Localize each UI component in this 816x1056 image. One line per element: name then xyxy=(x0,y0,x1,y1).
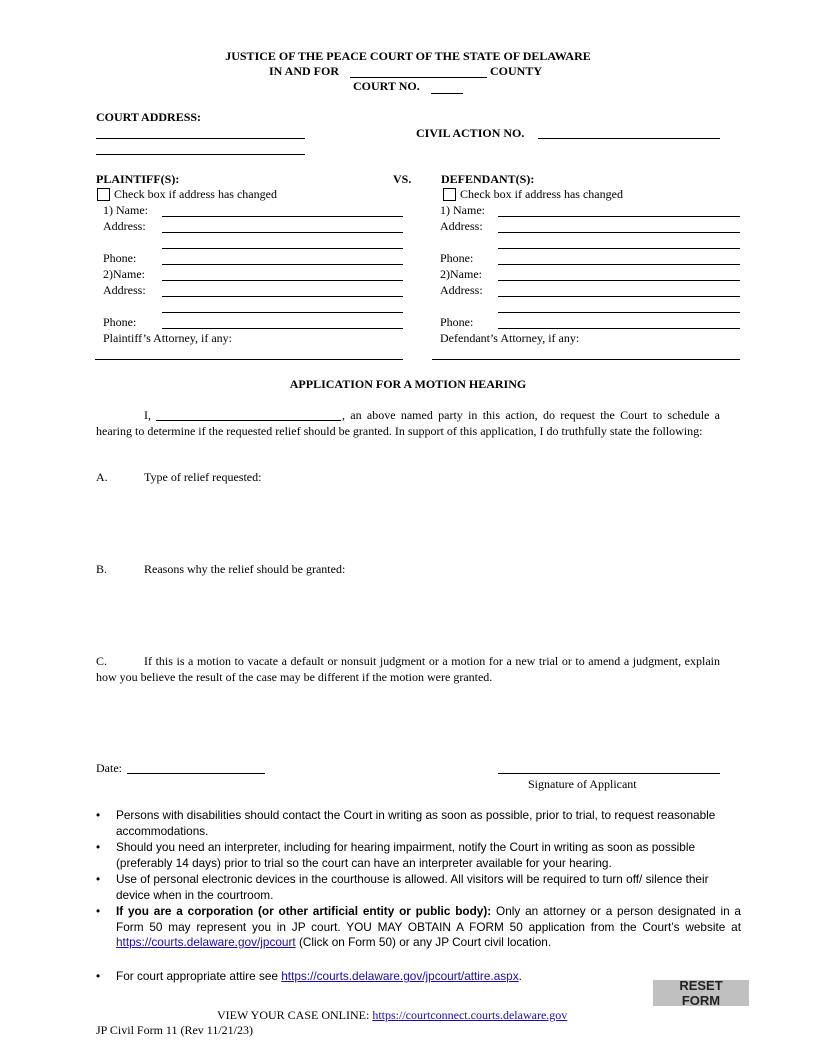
bullet-attire xyxy=(96,969,741,985)
attire-tail: . xyxy=(518,969,522,983)
plaintiff-address2-field[interactable] xyxy=(162,296,403,297)
plaintiff-name2-field[interactable] xyxy=(162,280,403,281)
plaintiff-address2-field-2[interactable] xyxy=(162,312,403,313)
plaintiff-address2-label: Address: xyxy=(103,283,146,297)
plaintiff-name1-field[interactable] xyxy=(162,216,403,217)
signature-label: Signature of Applicant xyxy=(528,777,637,791)
application-statement: , an above named party in this action, do request the Court to schedule a hearing to determine if the requested relief should be granted. In support of this application, I do truthfully state the following: xyxy=(96,408,720,438)
defendant-phone1-field[interactable] xyxy=(498,264,740,265)
section-b-letter: B. xyxy=(96,562,108,576)
application-title: APPLICATION FOR A MOTION HEARING xyxy=(289,377,527,391)
in-and-for-label: IN AND FOR xyxy=(269,64,340,78)
county-label: COUNTY xyxy=(490,64,543,78)
attire-text: For court appropriate attire see xyxy=(116,969,282,983)
plaintiff-address-changed-checkbox[interactable] xyxy=(97,188,110,201)
bullet-devices: • Use of personal electronic devices in the courthouse is allowed. All visitors will be required to turn off/ silence their device when in the courtroom. xyxy=(96,872,741,903)
defendant-name1-label: 1) Name: xyxy=(440,203,485,217)
form-id: JP Civil Form 11 (Rev 11/21/23) xyxy=(96,1023,254,1037)
view-online-label: VIEW YOUR CASE ONLINE: xyxy=(217,1008,373,1022)
defendant-address2-label: Address: xyxy=(440,283,483,297)
defendant-phone2-field[interactable] xyxy=(498,328,740,329)
plaintiff-address1-label: Address: xyxy=(103,219,146,233)
corporation-bold: If you are a corporation (or other artificial entity or public body): xyxy=(116,904,492,918)
bullet-interpreter: • Should you need an interpreter, including for hearing impairment, notify the Court in writing as soon as possible (preferably 14 days) prior to trial so the court can have an interpreter available for your hearing. xyxy=(96,840,741,871)
defendant-title: DEFENDANT(S): xyxy=(441,172,535,186)
plaintiff-address1-field-2[interactable] xyxy=(162,248,403,249)
defendant-name2-field[interactable] xyxy=(498,280,740,281)
corporation-tail: (Click on Form 50) or any JP Court civil location. xyxy=(295,935,552,949)
defendant-phone1-label: Phone: xyxy=(440,251,474,265)
section-a-text: Type of relief requested: xyxy=(144,470,262,484)
view-case-online xyxy=(217,1008,567,1023)
court-address-field-1[interactable] xyxy=(96,138,305,139)
jpcourt-link[interactable]: https://courts.delaware.gov/jpcourt xyxy=(116,935,296,949)
county-field[interactable] xyxy=(350,77,487,78)
plaintiff-phone1-label: Phone: xyxy=(103,251,137,265)
defendant-attorney-label: Defendant’s Attorney, if any: xyxy=(440,331,580,345)
defendant-name2-label: 2)Name: xyxy=(440,267,482,281)
defendant-address-changed-checkbox[interactable] xyxy=(443,188,456,201)
defendant-name1-field[interactable] xyxy=(498,216,740,217)
reset-form-button[interactable]: RESET FORM xyxy=(653,980,749,1006)
court-address-label: COURT ADDRESS: xyxy=(96,110,202,124)
date-field[interactable] xyxy=(127,773,265,774)
plaintiff-address1-field[interactable] xyxy=(162,232,403,233)
plaintiff-phone2-label: Phone: xyxy=(103,315,137,329)
defendant-address2-field[interactable] xyxy=(498,296,740,297)
vs-label: VS. xyxy=(393,172,412,186)
corporation-text: Only an attorney or a person designated in a Form 50 may represent you in JP court. YOU MAY OBTAIN A FORM 50 application from the Court’s website at xyxy=(116,904,741,934)
plaintiff-checkbox-label: Check box if address has changed xyxy=(114,187,277,201)
defendant-address1-label: Address: xyxy=(440,219,483,233)
defendant-address1-field[interactable] xyxy=(498,232,740,233)
section-b-text: Reasons why the relief should be granted: xyxy=(144,562,346,576)
bullet-disabilities: • Persons with disabilities should contact the Court in writing as soon as possible, prior to trial, to request reasonable accommodations. xyxy=(96,808,741,839)
plaintiff-name2-label: 2)Name: xyxy=(103,267,145,281)
civil-action-label: CIVIL ACTION NO. xyxy=(416,126,525,140)
plaintiff-phone2-field[interactable] xyxy=(162,328,403,329)
bullet-corporation xyxy=(96,904,741,951)
courtconnect-link[interactable]: https://courtconnect.courts.delaware.gov xyxy=(372,1008,568,1022)
plaintiff-name1-label: 1) Name: xyxy=(103,203,148,217)
attire-link[interactable]: https://courts.delaware.gov/jpcourt/attire.aspx xyxy=(281,969,519,983)
plaintiff-phone1-field[interactable] xyxy=(162,264,403,265)
section-c-letter: C. xyxy=(96,654,108,668)
i-label: I, xyxy=(144,408,151,422)
court-no-field[interactable] xyxy=(431,93,463,94)
court-address-field-2[interactable] xyxy=(96,154,305,155)
signature-field[interactable] xyxy=(498,773,720,774)
court-no-label: COURT NO. xyxy=(353,79,420,93)
date-label: Date: xyxy=(96,761,122,775)
plaintiff-title: PLAINTIFF(S): xyxy=(96,172,180,186)
section-a-letter: A. xyxy=(96,470,108,484)
defendant-checkbox-label: Check box if address has changed xyxy=(460,187,623,201)
defendant-attorney-field[interactable] xyxy=(432,359,740,360)
defendant-phone2-label: Phone: xyxy=(440,315,474,329)
court-title: JUSTICE OF THE PEACE COURT OF THE STATE OF DELAWARE xyxy=(225,49,591,63)
defendant-address1-field-2[interactable] xyxy=(498,248,740,249)
defendant-address2-field-2[interactable] xyxy=(498,312,740,313)
plaintiff-attorney-label: Plaintiff’s Attorney, if any: xyxy=(103,331,232,345)
plaintiff-attorney-field[interactable] xyxy=(95,359,403,360)
civil-action-field[interactable] xyxy=(538,138,720,139)
section-c-text: If this is a motion to vacate a default or nonsuit judgment or a motion for a new trial or to amend a judgment, explain how you believe the result of the case may be different if the motion were granted. xyxy=(96,654,720,684)
